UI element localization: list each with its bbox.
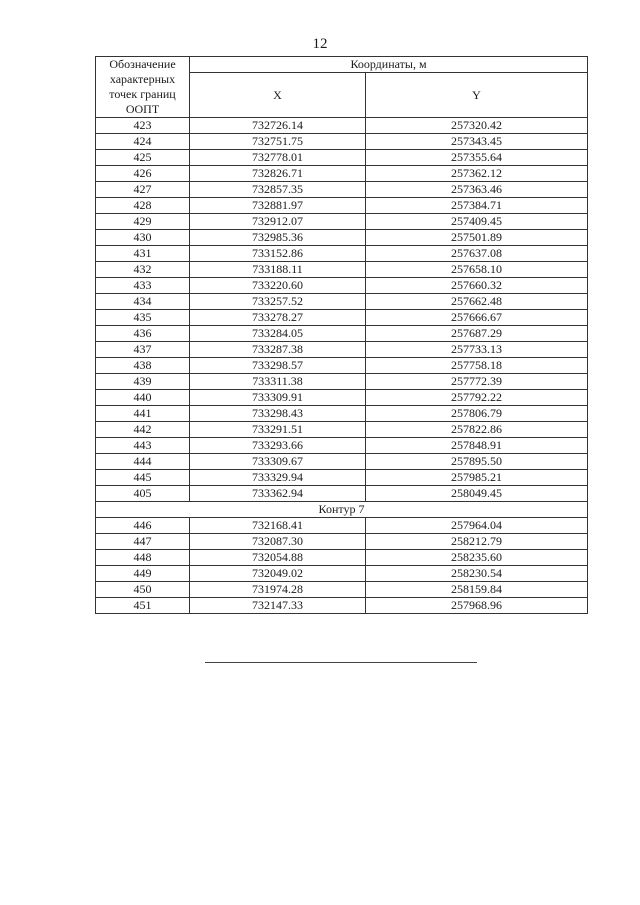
- point-number-cell: 430: [96, 230, 190, 246]
- table-row: [96, 598, 588, 614]
- contour-row: [96, 502, 588, 518]
- x-coordinate-cell: 733291.51: [190, 422, 366, 438]
- table-row: [96, 278, 588, 294]
- point-number-cell: 441: [96, 406, 190, 422]
- y-coordinate-cell: 257384.71: [366, 198, 588, 214]
- point-number-cell: 438: [96, 358, 190, 374]
- table-row: [96, 150, 588, 166]
- x-coordinate-cell: 732168.41: [190, 518, 366, 534]
- x-coordinate-cell: 733287.38: [190, 342, 366, 358]
- point-number-cell: 445: [96, 470, 190, 486]
- point-number-cell: 444: [96, 454, 190, 470]
- point-number-cell: 423: [96, 118, 190, 134]
- table-row: [96, 486, 588, 502]
- x-coordinate-cell: 732857.35: [190, 182, 366, 198]
- x-coordinate-cell: 732087.30: [190, 534, 366, 550]
- table-row: [96, 326, 588, 342]
- x-coordinate-cell: 732147.33: [190, 598, 366, 614]
- header-point-designation: Обозначение характерных точек границ ООПТ: [96, 57, 190, 118]
- point-number-cell: 427: [96, 182, 190, 198]
- point-number-cell: 443: [96, 438, 190, 454]
- y-coordinate-cell: 257772.39: [366, 374, 588, 390]
- y-coordinate-cell: 257666.67: [366, 310, 588, 326]
- table-row: [96, 534, 588, 550]
- table-row: [96, 182, 588, 198]
- point-number-cell: 433: [96, 278, 190, 294]
- table-row: [96, 134, 588, 150]
- y-coordinate-cell: 257355.64: [366, 150, 588, 166]
- y-coordinate-cell: 257964.04: [366, 518, 588, 534]
- point-number-cell: 449: [96, 566, 190, 582]
- table-row: [96, 390, 588, 406]
- contour-label: Контур 7: [96, 502, 588, 518]
- x-coordinate-cell: 733293.66: [190, 438, 366, 454]
- y-coordinate-cell: 257848.91: [366, 438, 588, 454]
- table-row: [96, 246, 588, 262]
- x-coordinate-cell: 733309.91: [190, 390, 366, 406]
- y-coordinate-cell: 258212.79: [366, 534, 588, 550]
- point-number-cell: 439: [96, 374, 190, 390]
- point-number-cell: 435: [96, 310, 190, 326]
- y-coordinate-cell: 257806.79: [366, 406, 588, 422]
- x-coordinate-cell: 733329.94: [190, 470, 366, 486]
- x-coordinate-cell: 732778.01: [190, 150, 366, 166]
- point-number-cell: 442: [96, 422, 190, 438]
- y-coordinate-cell: 258230.54: [366, 566, 588, 582]
- y-coordinate-cell: 257895.50: [366, 454, 588, 470]
- x-coordinate-cell: 733257.52: [190, 294, 366, 310]
- x-coordinate-cell: 733284.05: [190, 326, 366, 342]
- point-number-cell: 432: [96, 262, 190, 278]
- y-coordinate-cell: 257758.18: [366, 358, 588, 374]
- point-number-cell: 405: [96, 486, 190, 502]
- y-coordinate-cell: 257660.32: [366, 278, 588, 294]
- table-row: [96, 374, 588, 390]
- x-coordinate-cell: 732049.02: [190, 566, 366, 582]
- table-header: [96, 57, 588, 118]
- table-row: [96, 582, 588, 598]
- header-coordinates: Координаты, м: [190, 57, 588, 73]
- x-coordinate-cell: 733311.38: [190, 374, 366, 390]
- x-coordinate-cell: 732912.07: [190, 214, 366, 230]
- x-coordinate-cell: 731974.28: [190, 582, 366, 598]
- point-number-cell: 446: [96, 518, 190, 534]
- table-row: [96, 438, 588, 454]
- table-row: [96, 518, 588, 534]
- bottom-divider: [205, 662, 477, 663]
- y-coordinate-cell: 257733.13: [366, 342, 588, 358]
- table-row: [96, 470, 588, 486]
- table-row: [96, 358, 588, 374]
- table-row: [96, 294, 588, 310]
- table-row: [96, 166, 588, 182]
- x-coordinate-cell: 732826.71: [190, 166, 366, 182]
- x-coordinate-cell: 733309.67: [190, 454, 366, 470]
- y-coordinate-cell: 257343.45: [366, 134, 588, 150]
- point-number-cell: 440: [96, 390, 190, 406]
- y-coordinate-cell: 257363.46: [366, 182, 588, 198]
- y-coordinate-cell: 257662.48: [366, 294, 588, 310]
- y-coordinate-cell: 257985.21: [366, 470, 588, 486]
- y-coordinate-cell: 257658.10: [366, 262, 588, 278]
- x-coordinate-cell: 732726.14: [190, 118, 366, 134]
- page-number: 12: [312, 36, 328, 52]
- table-row: [96, 310, 588, 326]
- y-coordinate-cell: 257968.96: [366, 598, 588, 614]
- y-coordinate-cell: 257409.45: [366, 214, 588, 230]
- table-body-contour: [96, 518, 588, 614]
- point-number-cell: 436: [96, 326, 190, 342]
- y-coordinate-cell: 258235.60: [366, 550, 588, 566]
- point-number-cell: 428: [96, 198, 190, 214]
- x-coordinate-cell: 732881.97: [190, 198, 366, 214]
- table-row: [96, 454, 588, 470]
- x-coordinate-cell: 732985.36: [190, 230, 366, 246]
- x-coordinate-cell: 733298.43: [190, 406, 366, 422]
- x-coordinate-cell: 733298.57: [190, 358, 366, 374]
- y-coordinate-cell: 257320.42: [366, 118, 588, 134]
- y-coordinate-cell: 257637.08: [366, 246, 588, 262]
- y-coordinate-cell: 257687.29: [366, 326, 588, 342]
- point-number-cell: 450: [96, 582, 190, 598]
- coordinates-table: [95, 56, 588, 614]
- x-coordinate-cell: 732751.75: [190, 134, 366, 150]
- point-number-cell: 434: [96, 294, 190, 310]
- y-coordinate-cell: 257792.22: [366, 390, 588, 406]
- table-body-main: [96, 118, 588, 502]
- y-coordinate-cell: 257822.86: [366, 422, 588, 438]
- x-coordinate-cell: 733220.60: [190, 278, 366, 294]
- point-number-cell: 451: [96, 598, 190, 614]
- table-row: [96, 262, 588, 278]
- table-row: [96, 342, 588, 358]
- x-coordinate-cell: 733152.86: [190, 246, 366, 262]
- point-number-cell: 448: [96, 550, 190, 566]
- table-row: [96, 406, 588, 422]
- point-number-cell: 425: [96, 150, 190, 166]
- table-row: [96, 118, 588, 134]
- x-coordinate-cell: 733362.94: [190, 486, 366, 502]
- table-row: [96, 550, 588, 566]
- x-coordinate-cell: 733188.11: [190, 262, 366, 278]
- point-number-cell: 447: [96, 534, 190, 550]
- contour-section: [96, 502, 588, 518]
- table-row: [96, 422, 588, 438]
- table-row: [96, 566, 588, 582]
- table-row: [96, 198, 588, 214]
- point-number-cell: 426: [96, 166, 190, 182]
- header-y: Y: [366, 73, 588, 118]
- y-coordinate-cell: 258049.45: [366, 486, 588, 502]
- table-row: [96, 230, 588, 246]
- header-x: X: [190, 73, 366, 118]
- x-coordinate-cell: 733278.27: [190, 310, 366, 326]
- point-number-cell: 431: [96, 246, 190, 262]
- table-row: [96, 214, 588, 230]
- y-coordinate-cell: 257362.12: [366, 166, 588, 182]
- x-coordinate-cell: 732054.88: [190, 550, 366, 566]
- point-number-cell: 429: [96, 214, 190, 230]
- y-coordinate-cell: 257501.89: [366, 230, 588, 246]
- y-coordinate-cell: 258159.84: [366, 582, 588, 598]
- point-number-cell: 424: [96, 134, 190, 150]
- point-number-cell: 437: [96, 342, 190, 358]
